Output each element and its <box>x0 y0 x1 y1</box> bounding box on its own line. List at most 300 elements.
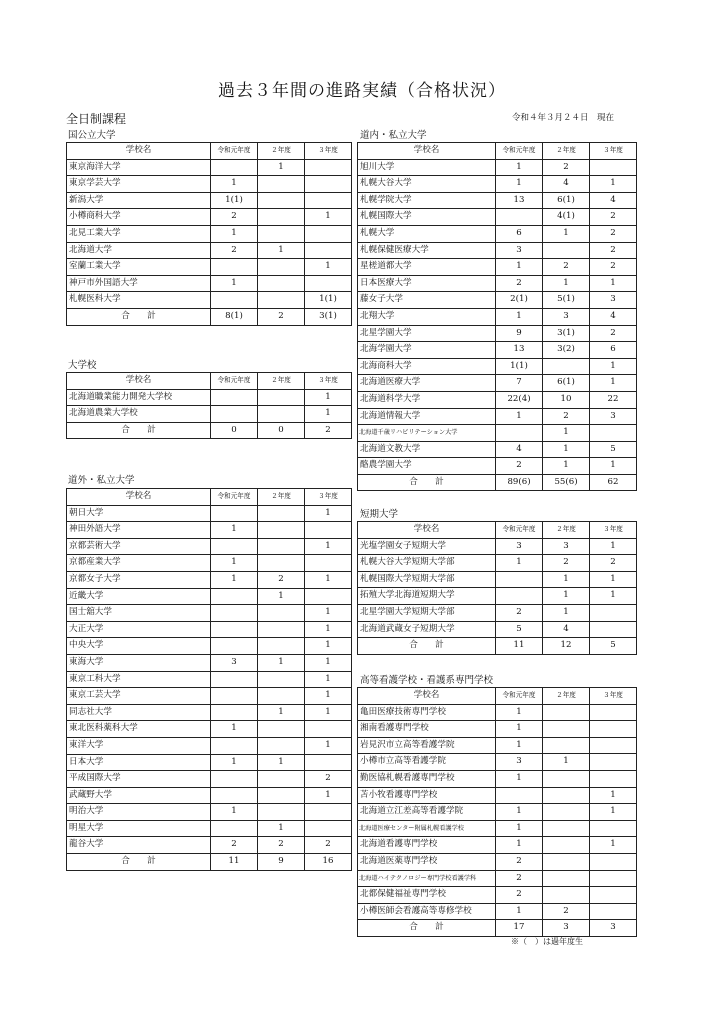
course-label: 全日制課程 <box>66 112 127 126</box>
school-name: 北海道文教大学 <box>358 441 496 458</box>
table-row <box>67 754 352 771</box>
count-cell <box>258 176 305 193</box>
col-header-year2: ２年度 <box>543 143 590 160</box>
count-cell: 1 <box>258 242 305 259</box>
table-row <box>358 342 637 359</box>
count-cell: 10 <box>543 391 590 408</box>
table-row <box>358 770 637 787</box>
count-cell: 1 <box>305 787 352 804</box>
school-name: 東洋大学 <box>67 737 211 754</box>
count-cell <box>305 721 352 738</box>
count-cell: 2 <box>543 159 590 176</box>
school-name: 小樽市立高等看護学院 <box>358 754 496 771</box>
table-row <box>67 787 352 804</box>
count-cell <box>590 425 637 442</box>
table-row <box>67 259 352 276</box>
school-name: 京都産業大学 <box>67 555 211 572</box>
count-cell: 2(1) <box>496 292 543 309</box>
school-name: 東京海洋大学 <box>67 159 211 176</box>
count-cell: 1 <box>258 704 305 721</box>
school-name: 東京工科大学 <box>67 671 211 688</box>
school-name: 京都女子大学 <box>67 571 211 588</box>
count-cell <box>258 225 305 242</box>
count-cell: 5(1) <box>543 292 590 309</box>
school-name: 藤女子大学 <box>358 292 496 309</box>
school-name: 拓殖大学北海道短期大学 <box>358 588 496 605</box>
count-cell <box>590 853 637 870</box>
total-cell: 55(6) <box>543 474 590 491</box>
count-cell: 2 <box>305 837 352 854</box>
table-row <box>67 159 352 176</box>
count-cell <box>211 771 258 788</box>
count-cell: 1 <box>590 571 637 588</box>
school-name: 明治大学 <box>67 804 211 821</box>
junior-college-heading: 短期大学 <box>360 509 399 520</box>
count-cell: 1 <box>305 406 352 423</box>
as-of-date: 令和４年３月２４日 現在 <box>512 113 615 123</box>
school-name: 北海道武蔵女子短期大学 <box>358 621 496 638</box>
school-name: 北星学園大学短期大学部 <box>358 604 496 621</box>
table-row <box>67 804 352 821</box>
count-cell: 2 <box>305 771 352 788</box>
count-cell <box>258 721 305 738</box>
count-cell: 1 <box>496 176 543 193</box>
total-label: 合 計 <box>358 920 496 937</box>
count-cell: 1 <box>590 458 637 475</box>
count-cell: 1 <box>496 555 543 572</box>
total-row <box>358 920 637 937</box>
table-row <box>67 605 352 622</box>
count-cell: 2 <box>496 458 543 475</box>
count-cell: 1 <box>590 176 637 193</box>
count-cell: 1 <box>496 804 543 821</box>
count-cell: 1 <box>211 522 258 539</box>
school-name: 東海大学 <box>67 654 211 671</box>
count-cell <box>543 853 590 870</box>
school-name: 北見工業大学 <box>67 225 211 242</box>
count-cell <box>590 887 637 904</box>
count-cell <box>211 406 258 423</box>
school-name: 東京工芸大学 <box>67 688 211 705</box>
school-name: 新潟大学 <box>67 192 211 209</box>
table-row <box>67 621 352 638</box>
count-cell: 4 <box>543 621 590 638</box>
count-cell <box>543 721 590 738</box>
school-name: 龍谷大学 <box>67 837 211 854</box>
count-cell: 1 <box>543 425 590 442</box>
total-cell: 5 <box>590 638 637 655</box>
count-cell <box>211 259 258 276</box>
table-row <box>358 853 637 870</box>
total-label: 合 計 <box>67 854 211 871</box>
count-cell: 1 <box>496 837 543 854</box>
total-row <box>67 854 352 871</box>
count-cell: 1 <box>590 538 637 555</box>
count-cell: 4 <box>590 308 637 325</box>
count-cell <box>258 688 305 705</box>
table-row <box>358 820 637 837</box>
table-row <box>358 176 637 193</box>
table-row <box>67 654 352 671</box>
table-row <box>67 242 352 259</box>
col-header-year2: ２年度 <box>258 489 305 506</box>
total-cell: 16 <box>305 854 352 871</box>
count-cell: 1(1) <box>496 358 543 375</box>
school-name: 酪農学園大学 <box>358 458 496 475</box>
inside-private-universities-table <box>357 142 637 491</box>
school-name: 近畿大学 <box>67 588 211 605</box>
col-header-year1: 令和元年度 <box>496 688 543 705</box>
header-row <box>67 373 352 390</box>
total-label: 合 計 <box>67 308 211 325</box>
count-cell <box>543 242 590 259</box>
count-cell: 3 <box>543 538 590 555</box>
total-cell: 0 <box>211 422 258 439</box>
count-cell: 1 <box>543 275 590 292</box>
count-cell: 22(4) <box>496 391 543 408</box>
count-cell <box>258 389 305 406</box>
count-cell: 3(2) <box>543 342 590 359</box>
school-name: 神戸市外国語大学 <box>67 275 211 292</box>
count-cell <box>305 522 352 539</box>
school-name: 大正大学 <box>67 621 211 638</box>
count-cell: 1 <box>305 538 352 555</box>
count-cell: 1 <box>305 621 352 638</box>
count-cell <box>590 820 637 837</box>
count-cell <box>590 604 637 621</box>
count-cell: 2 <box>211 837 258 854</box>
count-cell: 1 <box>258 159 305 176</box>
count-cell: 1 <box>543 225 590 242</box>
col-header-year3: ３年度 <box>590 522 637 539</box>
table-row <box>67 505 352 522</box>
count-cell <box>590 621 637 638</box>
count-cell <box>590 903 637 920</box>
table-row <box>67 275 352 292</box>
count-cell <box>258 771 305 788</box>
count-cell: 1 <box>211 555 258 572</box>
col-header-year2: ２年度 <box>543 688 590 705</box>
count-cell <box>211 820 258 837</box>
count-cell: 1 <box>211 225 258 242</box>
count-cell: 6 <box>496 225 543 242</box>
count-cell <box>258 555 305 572</box>
count-cell: 2 <box>543 259 590 276</box>
school-name: 苫小牧看護専門学校 <box>358 787 496 804</box>
table-row <box>67 225 352 242</box>
count-cell: 3 <box>211 654 258 671</box>
count-cell: 3 <box>496 754 543 771</box>
col-header-year2: ２年度 <box>258 143 305 160</box>
count-cell: 2 <box>590 259 637 276</box>
count-cell: 1 <box>211 571 258 588</box>
count-cell: 1 <box>211 754 258 771</box>
table-row <box>358 887 637 904</box>
count-cell: 1 <box>496 903 543 920</box>
table-row <box>358 425 637 442</box>
count-cell: 3 <box>590 408 637 425</box>
count-cell: 2 <box>496 275 543 292</box>
table-row <box>67 292 352 309</box>
count-cell <box>258 209 305 226</box>
count-cell <box>211 292 258 309</box>
count-cell <box>590 721 637 738</box>
header-row <box>67 143 352 160</box>
count-cell <box>211 621 258 638</box>
table-row <box>67 721 352 738</box>
table-row <box>358 721 637 738</box>
count-cell <box>543 804 590 821</box>
count-cell <box>211 588 258 605</box>
count-cell: 1 <box>305 389 352 406</box>
table-row <box>358 441 637 458</box>
table-row <box>358 358 637 375</box>
count-cell: 2 <box>590 209 637 226</box>
school-name: 北海道科学大学 <box>358 391 496 408</box>
count-cell <box>258 192 305 209</box>
table-row <box>67 588 352 605</box>
count-cell <box>211 638 258 655</box>
table-row <box>358 588 637 605</box>
count-cell: 1 <box>496 159 543 176</box>
table-row <box>358 787 637 804</box>
header-row <box>358 143 637 160</box>
school-name: 室蘭工業大学 <box>67 259 211 276</box>
table-row <box>358 408 637 425</box>
total-cell: 62 <box>590 474 637 491</box>
count-cell <box>590 770 637 787</box>
total-label: 合 計 <box>67 422 211 439</box>
count-cell: 1 <box>305 671 352 688</box>
col-header-year1: 令和元年度 <box>211 489 258 506</box>
count-cell: 1 <box>305 704 352 721</box>
count-cell: 1 <box>590 588 637 605</box>
school-name: 武蔵野大学 <box>67 787 211 804</box>
count-cell <box>496 425 543 442</box>
count-cell: 1 <box>211 721 258 738</box>
school-name: 朝日大学 <box>67 505 211 522</box>
school-name: 北海商科大学 <box>358 358 496 375</box>
table-row <box>67 192 352 209</box>
count-cell: 1 <box>496 770 543 787</box>
col-header-school: 学校名 <box>67 489 211 506</box>
count-cell: 1 <box>496 408 543 425</box>
count-cell: 1 <box>496 721 543 738</box>
count-cell: 4 <box>543 176 590 193</box>
col-header-year1: 令和元年度 <box>496 143 543 160</box>
table-row <box>67 538 352 555</box>
school-name: 神田外語大学 <box>67 522 211 539</box>
count-cell: 1(1) <box>211 192 258 209</box>
count-cell: 2 <box>590 555 637 572</box>
count-cell <box>590 870 637 887</box>
count-cell <box>543 787 590 804</box>
count-cell <box>211 688 258 705</box>
count-cell <box>211 389 258 406</box>
total-row <box>67 422 352 439</box>
inside-private-heading: 道内・私立大学 <box>360 130 427 141</box>
count-cell: 1 <box>258 588 305 605</box>
count-cell: 1 <box>496 308 543 325</box>
col-header-school: 学校名 <box>358 688 496 705</box>
total-label: 合 計 <box>358 474 496 491</box>
total-row <box>358 638 637 655</box>
count-cell <box>496 787 543 804</box>
table-row <box>358 192 637 209</box>
school-name: 星槎道都大学 <box>358 259 496 276</box>
school-name: 国士舘大学 <box>67 605 211 622</box>
header-row <box>358 688 637 705</box>
table-row <box>358 209 637 226</box>
count-cell <box>543 770 590 787</box>
count-cell <box>211 787 258 804</box>
total-cell: 11 <box>211 854 258 871</box>
count-cell <box>590 704 637 721</box>
school-name: 北海道大学 <box>67 242 211 259</box>
table-row <box>67 704 352 721</box>
table-row <box>358 159 637 176</box>
count-cell: 2 <box>543 408 590 425</box>
table-row <box>358 242 637 259</box>
count-cell: 1 <box>305 259 352 276</box>
table-row <box>358 391 637 408</box>
count-cell <box>258 522 305 539</box>
col-header-year3: ３年度 <box>590 688 637 705</box>
school-name: 北翔大学 <box>358 308 496 325</box>
count-cell: 1 <box>305 654 352 671</box>
table-row <box>67 389 352 406</box>
school-name: 岩見沢市立高等看護学院 <box>358 737 496 754</box>
outside-private-heading: 道外・私立大学 <box>68 475 135 486</box>
total-cell: 89(6) <box>496 474 543 491</box>
count-cell: 1 <box>543 588 590 605</box>
count-cell: 1 <box>305 737 352 754</box>
count-cell: 1 <box>211 804 258 821</box>
count-cell: 7 <box>496 375 543 392</box>
count-cell: 1(1) <box>305 292 352 309</box>
col-header-school: 学校名 <box>67 143 211 160</box>
count-cell <box>305 804 352 821</box>
count-cell: 1 <box>543 604 590 621</box>
school-name: 札幌大谷大学短期大学部 <box>358 555 496 572</box>
count-cell: 1 <box>590 275 637 292</box>
school-name: 札幌国際大学 <box>358 209 496 226</box>
table-row <box>67 771 352 788</box>
count-cell: 1 <box>211 176 258 193</box>
count-cell: 1 <box>305 688 352 705</box>
school-name: 北海道医療センター附属札幌看護学校 <box>358 820 496 837</box>
table-row <box>358 375 637 392</box>
col-header-year3: ３年度 <box>305 143 352 160</box>
count-cell <box>258 275 305 292</box>
national-heading: 国公立大学 <box>68 130 116 141</box>
table-row <box>358 571 637 588</box>
count-cell: 1 <box>543 754 590 771</box>
count-cell <box>590 754 637 771</box>
count-cell: 1 <box>305 505 352 522</box>
col-header-year1: 令和元年度 <box>496 522 543 539</box>
school-name: 北海道農業大学校 <box>67 406 211 423</box>
table-row <box>358 621 637 638</box>
school-name: 旭川大学 <box>358 159 496 176</box>
school-name: 札幌国際大学短期大学部 <box>358 571 496 588</box>
count-cell <box>305 275 352 292</box>
school-name: 勤医協札幌看護専門学校 <box>358 770 496 787</box>
total-cell: 2 <box>258 308 305 325</box>
table-row <box>358 754 637 771</box>
count-cell <box>258 804 305 821</box>
col-header-year1: 令和元年度 <box>211 373 258 390</box>
count-cell <box>543 887 590 904</box>
table-row <box>358 308 637 325</box>
count-cell <box>258 259 305 276</box>
school-name: 北海道千歳リハビリテーション大学 <box>358 425 496 442</box>
nursing-heading: 高等看護学校・看護系専門学校 <box>360 675 494 686</box>
count-cell <box>590 159 637 176</box>
count-cell: 4 <box>590 192 637 209</box>
count-cell: 3 <box>543 308 590 325</box>
count-cell <box>496 209 543 226</box>
table-row <box>67 406 352 423</box>
count-cell: 1 <box>305 605 352 622</box>
count-cell: 2 <box>496 870 543 887</box>
total-row <box>358 474 637 491</box>
school-name: 東北医科薬科大学 <box>67 721 211 738</box>
count-cell <box>305 754 352 771</box>
count-cell: 1 <box>496 259 543 276</box>
count-cell <box>590 737 637 754</box>
count-cell: 2 <box>258 571 305 588</box>
total-cell: 11 <box>496 638 543 655</box>
count-cell: 2 <box>496 853 543 870</box>
count-cell: 2 <box>258 837 305 854</box>
count-cell <box>211 737 258 754</box>
school-name: 札幌学院大学 <box>358 192 496 209</box>
footnote: ※（ ）は過年度生 <box>511 937 583 946</box>
count-cell <box>543 837 590 854</box>
table-row <box>358 292 637 309</box>
count-cell <box>258 292 305 309</box>
count-cell <box>543 870 590 887</box>
col-header-school: 学校名 <box>358 522 496 539</box>
school-name: 北都保健福祉専門学校 <box>358 887 496 904</box>
count-cell <box>211 704 258 721</box>
national-universities-table <box>66 142 352 326</box>
count-cell: 2 <box>590 325 637 342</box>
count-cell <box>258 538 305 555</box>
school-name: 北海学園大学 <box>358 342 496 359</box>
total-cell: 8(1) <box>211 308 258 325</box>
count-cell: 4(1) <box>543 209 590 226</box>
header-row <box>358 522 637 539</box>
table-row <box>67 638 352 655</box>
count-cell <box>258 505 305 522</box>
school-name: 札幌大谷大学 <box>358 176 496 193</box>
table-row <box>358 325 637 342</box>
count-cell: 1 <box>590 837 637 854</box>
table-row <box>67 671 352 688</box>
count-cell: 1 <box>258 654 305 671</box>
table-row <box>67 737 352 754</box>
school-name: 札幌医科大学 <box>67 292 211 309</box>
count-cell: 4 <box>496 441 543 458</box>
school-name: 北海道看護専門学校 <box>358 837 496 854</box>
count-cell <box>305 159 352 176</box>
school-name: 亀田医療技術専門学校 <box>358 704 496 721</box>
table-row <box>358 555 637 572</box>
school-name: 京都芸術大学 <box>67 538 211 555</box>
school-name: 北星学園大学 <box>358 325 496 342</box>
